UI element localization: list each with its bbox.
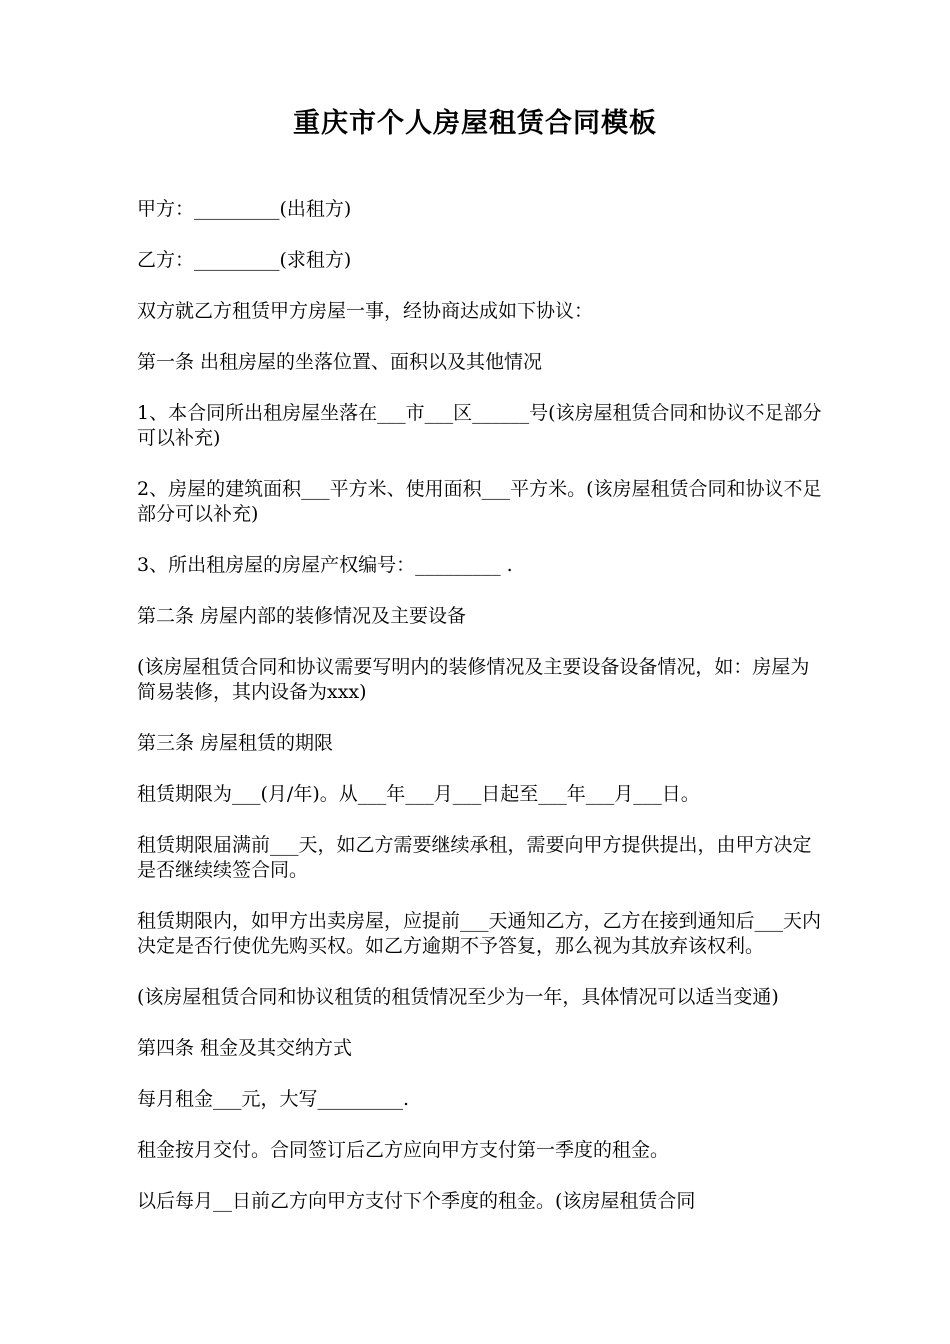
article-1-heading: 第一条 出租房屋的坐落位置、面积以及其他情况 [137,351,543,373]
article-4-heading: 第四条 租金及其交纳方式 [137,1037,353,1059]
agreement-intro: 双方就乙方租赁甲方房屋一事，经协商达成如下协议： [137,300,594,322]
pre-emption-right: 租赁期限内，如甲方出卖房屋，应提前___天通知乙方，乙方在接到通知后___天内决定是否行使优先购买权。如乙方逾期不予答复，那么视为其放弃该权利。 [137,910,822,957]
article-1-item-1: 1、本合同所出租房屋坐落在___市___区______号(该房屋租赁合同和协议不足部分可以补充) [137,402,822,449]
party-a-line: 甲方：_________(出租方) [137,198,352,220]
rent-payment: 租金按月交付。合同签订后乙方应向甲方支付第一季度的租金。 [137,1139,670,1161]
monthly-rent: 每月租金___元，大写_________. [137,1088,410,1110]
party-b-line: 乙方：_________(求租方) [137,249,352,271]
document-title: 重庆市个人房屋租赁合同模板 [293,108,657,139]
lease-term: 租赁期限为___(月/年)。从___年___月___日起至___年___月___日。 [137,783,700,805]
rent-schedule: 以后每月__日前乙方向甲方支付下个季度的租金。(该房屋租赁合同 [137,1190,696,1212]
article-2-note: (该房屋租赁合同和协议需要写明内的装修情况及主要设备设备情况，如：房屋为简易装修，其内设备为xxx) [137,656,810,703]
article-1-item-3: 3、所出租房屋的房屋产权编号：_________ . [137,554,513,576]
article-1-item-2: 2、房屋的建筑面积___平方米、使用面积___平方米。(该房屋租赁合同和协议不足部分可以补充) [137,478,822,525]
article-3-note: (该房屋租赁合同和协议租赁的租赁情况至少为一年，具体情况可以适当变通) [137,986,779,1008]
article-3-heading: 第三条 房屋租赁的期限 [137,732,334,754]
document-body [137,197,827,1240]
lease-renewal: 租赁期限届满前___天，如乙方需要继续承租，需要向甲方提供提出，由甲方决定是否继续续签合同。 [137,834,812,881]
article-2-heading: 第二条 房屋内部的装修情况及主要设备 [137,605,467,627]
